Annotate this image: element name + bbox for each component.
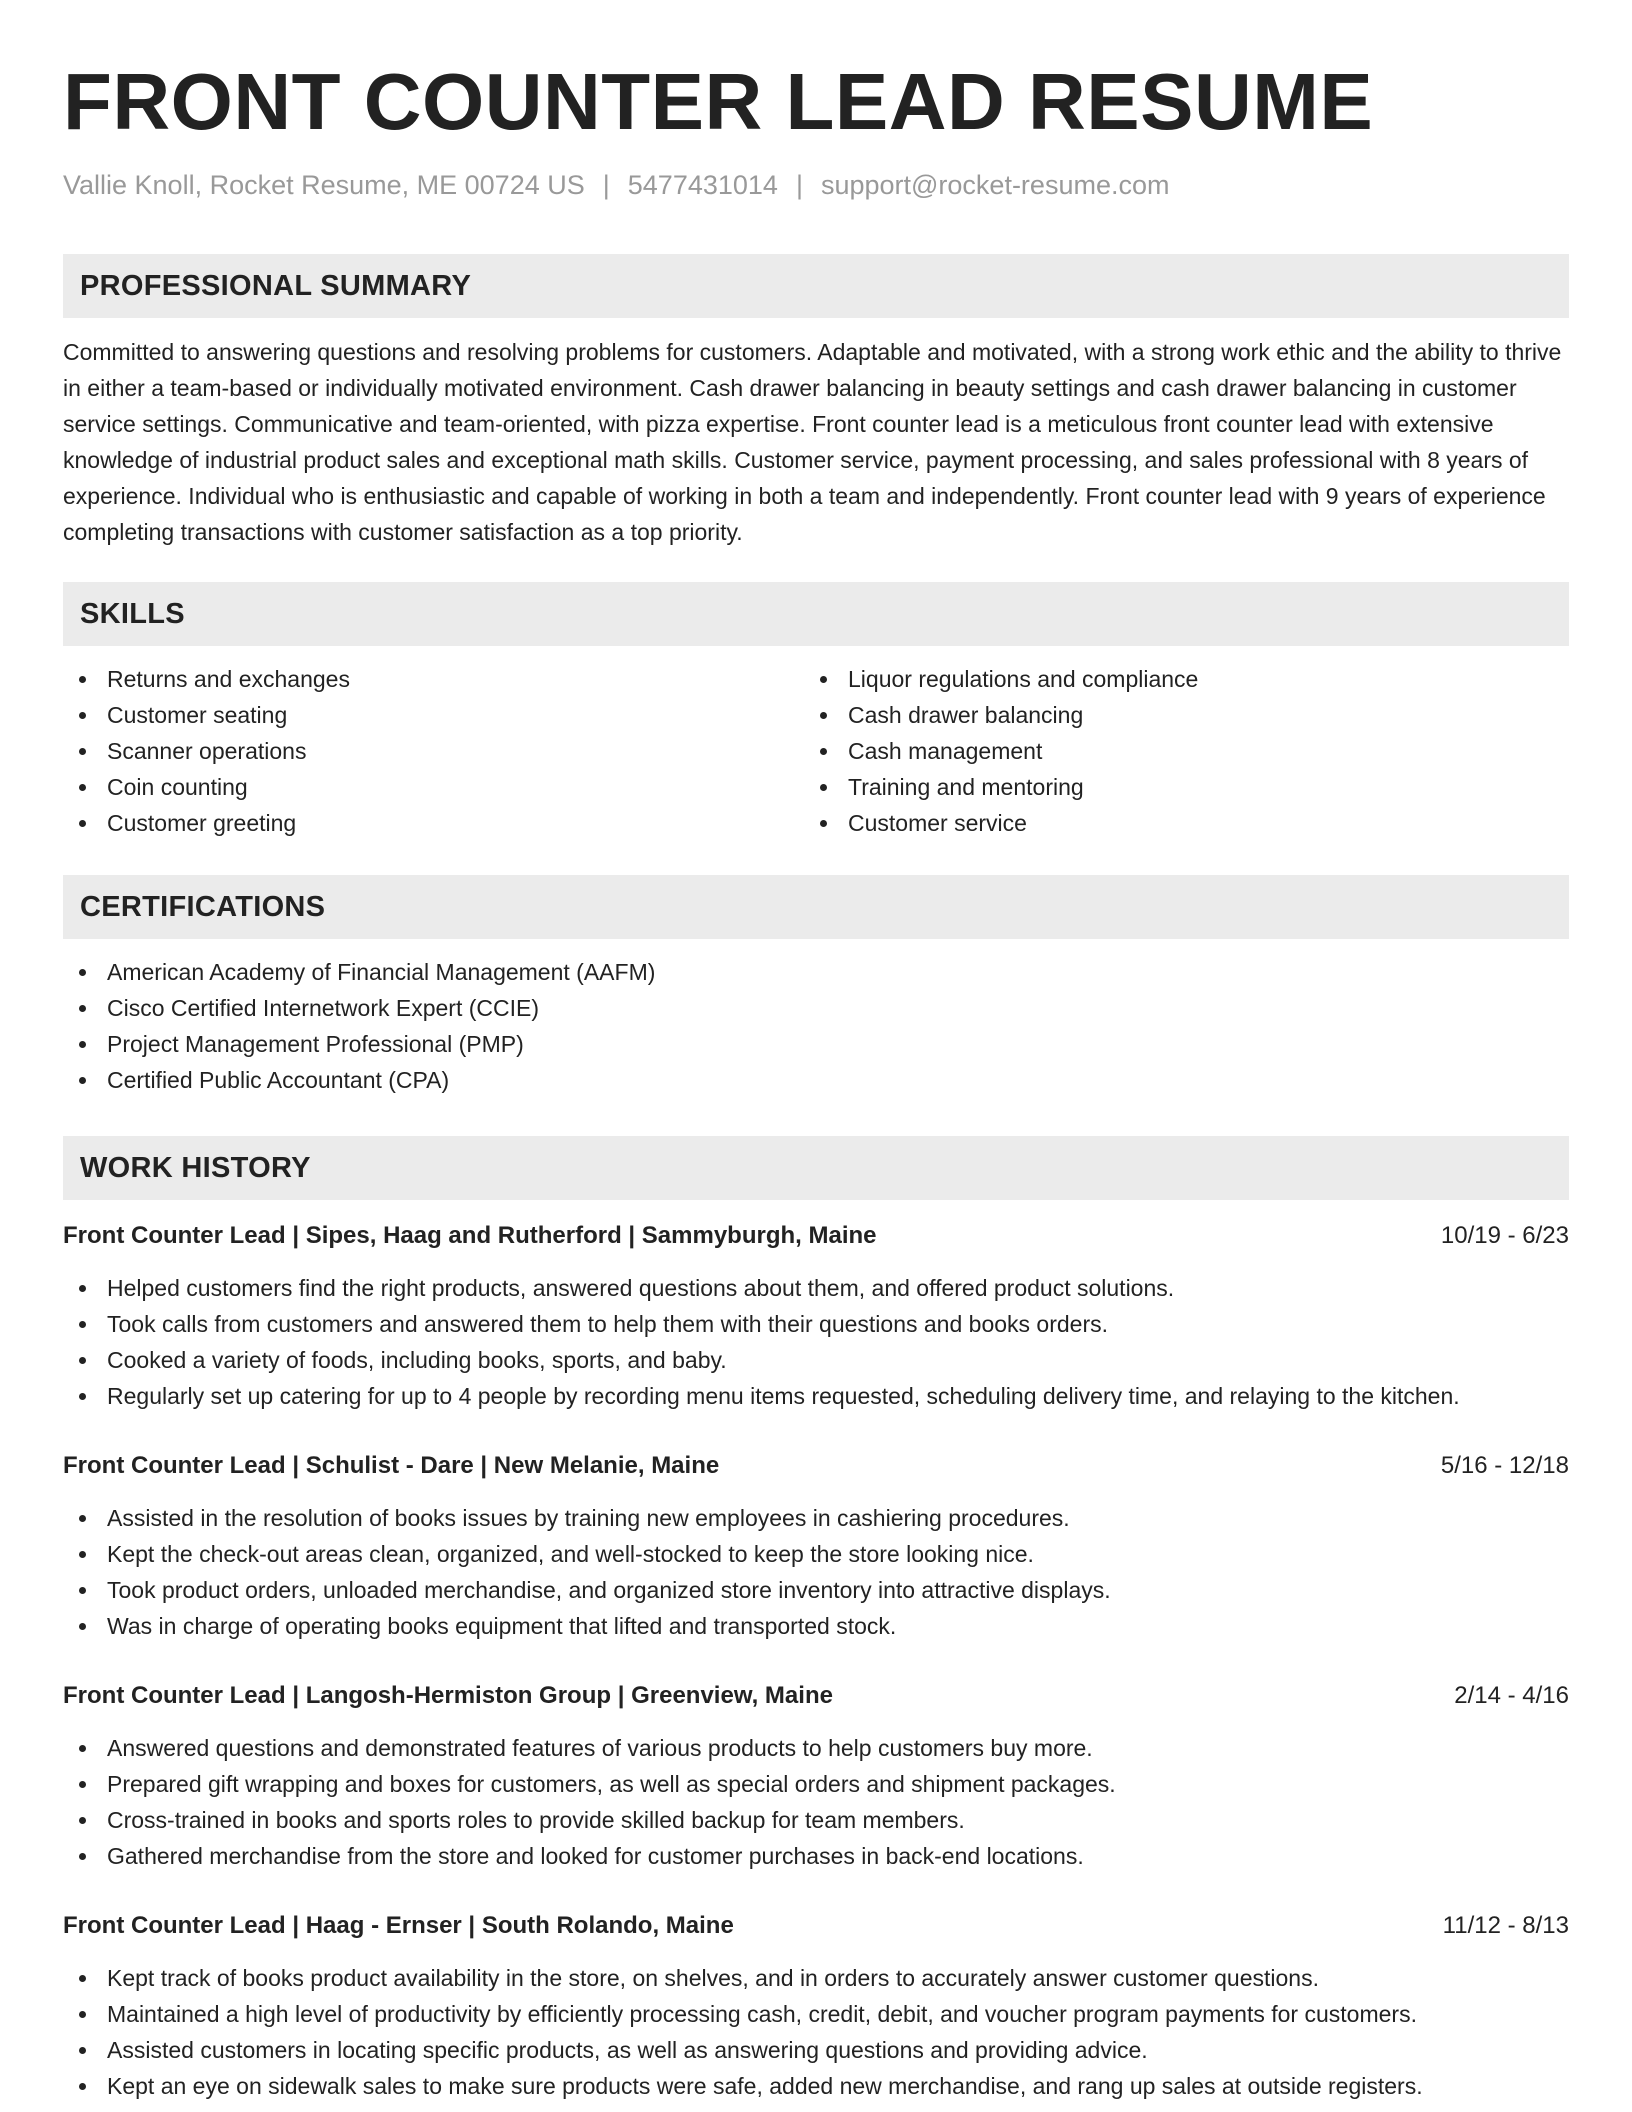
job-bullet: Answered questions and demonstrated features of various products to help customers buy more.: [63, 1730, 1569, 1766]
job-bullet: Kept an eye on sidewalk sales to make sure products were safe, added new merchandise, and rang up sales at outside registers.: [63, 2068, 1569, 2104]
job-title: Front Counter Lead | Schulist - Dare | New Melanie, Maine: [63, 1452, 720, 1479]
summary-heading: PROFESSIONAL SUMMARY: [63, 254, 1569, 318]
job-header: [63, 1678, 1569, 1714]
skill-item: Customer seating: [63, 697, 804, 733]
skill-item: Customer service: [804, 805, 1545, 841]
job-bullet: Assisted in the resolution of books issues by training new employees in cashiering procedures.: [63, 1500, 1569, 1536]
summary-text: Committed to answering questions and resolving problems for customers. Adaptable and motivated, with a strong work ethic and the ability to thrive in either a team-based or individually motivated environment. Cash drawer balancing in beauty settings and cash drawer balancing in customer service settings. Communicative and team-oriented, with pizza expertise. Front counter lead is a meticulous front counter lead with extensive knowledge of industrial product sales and exceptional math skills. Customer service, payment processing, and sales professional with 8 years of experience. Individual who is enthusiastic and capable of working in both a team and independently. Front counter lead with 9 years of experience completing transactions with customer satisfaction as a top priority.: [63, 339, 1562, 545]
job-bullet: Maintained a high level of productivity by efficiently processing cash, credit, debit, and voucher program payments for customers.: [63, 1996, 1569, 2032]
job-entry: [63, 1908, 1569, 2104]
job-title: Front Counter Lead | Sipes, Haag and Rutherford | Sammyburgh, Maine: [63, 1222, 877, 1249]
job-title: Front Counter Lead | Haag - Ernser | South Rolando, Maine: [63, 1912, 734, 1939]
skills-columns: [63, 661, 1569, 841]
certification-item: Cisco Certified Internetwork Expert (CCIE): [63, 990, 1569, 1026]
job-bullets: [63, 1500, 1569, 1644]
skill-item: Cash drawer balancing: [804, 697, 1545, 733]
certification-item: American Academy of Financial Management (AAFM): [63, 954, 1569, 990]
skills-list-right: [804, 661, 1545, 841]
contact-separator: |: [795, 170, 803, 200]
job-bullet: Gathered merchandise from the store and looked for customer purchases in back-end locations.: [63, 1838, 1569, 1874]
job-bullets: [63, 1730, 1569, 1874]
job-bullet: Prepared gift wrapping and boxes for customers, as well as special orders and shipment packages.: [63, 1766, 1569, 1802]
skill-item: Scanner operations: [63, 733, 804, 769]
contact-separator: |: [602, 170, 610, 200]
job-header: [63, 1908, 1569, 1944]
skill-item: Cash management: [804, 733, 1545, 769]
skill-item: Coin counting: [63, 769, 804, 805]
skill-item: Returns and exchanges: [63, 661, 804, 697]
job-bullet: Kept track of books product availability in the store, on shelves, and in orders to accurately answer customer questions.: [63, 1960, 1569, 1996]
job-bullet: Cross-trained in books and sports roles to provide skilled backup for team members.: [63, 1802, 1569, 1838]
job-bullet: Took calls from customers and answered them to help them with their questions and books orders.: [63, 1306, 1569, 1342]
certification-item: Project Management Professional (PMP): [63, 1026, 1569, 1062]
job-bullet: Assisted customers in locating specific products, as well as answering questions and providing advice.: [63, 2032, 1569, 2068]
job-bullet: Took product orders, unloaded merchandise, and organized store inventory into attractive displays.: [63, 1572, 1569, 1608]
certification-item: Certified Public Accountant (CPA): [63, 1062, 1569, 1098]
job-header: [63, 1218, 1569, 1254]
job-bullet: Regularly set up catering for up to 4 people by recording menu items requested, scheduling delivery time, and relaying to the kitchen.: [63, 1378, 1569, 1414]
work-history-heading: WORK HISTORY: [63, 1136, 1569, 1200]
job-dates: 10/19 - 6/23: [1440, 1222, 1569, 1249]
job-entry: [63, 1448, 1569, 1644]
job-bullet: Kept the check-out areas clean, organized, and well-stocked to keep the store looking nice.: [63, 1536, 1569, 1572]
job-bullet: Cooked a variety of foods, including books, sports, and baby.: [63, 1342, 1569, 1378]
job-bullet: Helped customers find the right products, answered questions about them, and offered product solutions.: [63, 1270, 1569, 1306]
job-entry: [63, 1218, 1569, 1414]
job-bullets: [63, 1960, 1569, 2104]
job-bullet: Was in charge of operating books equipment that lifted and transported stock.: [63, 1608, 1569, 1644]
skill-item: Training and mentoring: [804, 769, 1545, 805]
job-bullets: [63, 1270, 1569, 1414]
contact-phone: 5477431014: [627, 170, 778, 200]
skill-item: Liquor regulations and compliance: [804, 661, 1545, 697]
certifications-list: [63, 954, 1569, 1098]
job-entry: [63, 1678, 1569, 1874]
job-title: Front Counter Lead | Langosh-Hermiston Group | Greenview, Maine: [63, 1682, 833, 1709]
resume-title: FRONT COUNTER LEAD RESUME: [63, 57, 1374, 146]
skills-heading: SKILLS: [63, 582, 1569, 646]
contact-email[interactable]: support@rocket-resume.com: [820, 170, 1170, 200]
job-dates: 11/12 - 8/13: [1442, 1912, 1569, 1939]
certifications-heading: CERTIFICATIONS: [63, 875, 1569, 939]
skill-item: Customer greeting: [63, 805, 804, 841]
contact-line: [63, 168, 1569, 202]
job-dates: 2/14 - 4/16: [1454, 1682, 1569, 1709]
contact-address: Vallie Knoll, Rocket Resume, ME 00724 US: [63, 170, 585, 200]
job-dates: 5/16 - 12/18: [1440, 1452, 1569, 1479]
job-header: [63, 1448, 1569, 1484]
skills-list-left: [63, 661, 804, 841]
